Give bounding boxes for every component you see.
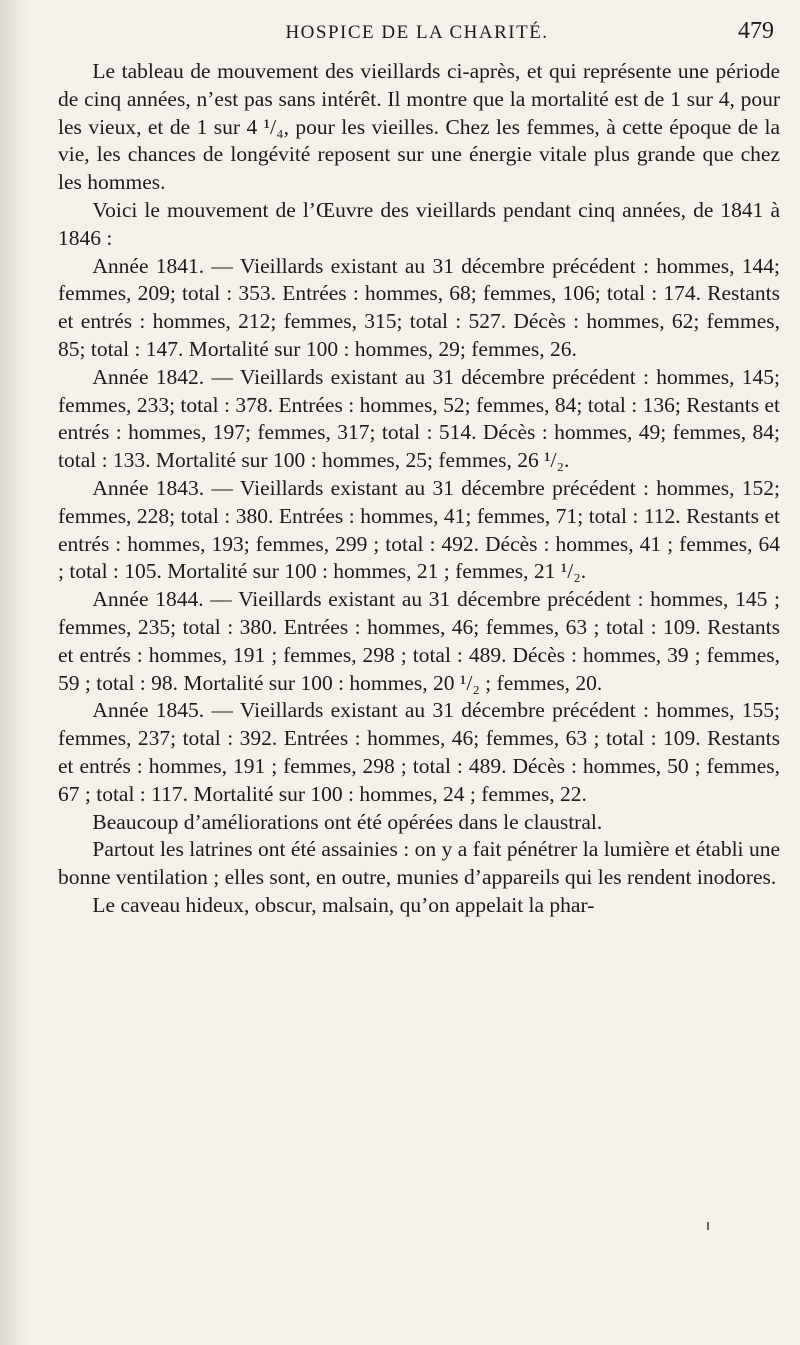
print-mark bbox=[707, 1222, 709, 1230]
paragraph-latrines: Partout les latrines ont été assainies : on y a fait pénétrer la lumière et établi une bonne ventilation ; elles sont, en outre, munies d’appareils qui les rendent inodores. bbox=[58, 837, 780, 890]
paragraph-intro: Le tableau de mouvement des vieillards ci-après, et qui représente une période de cinq années, n’est pas sans intérêt. Il montre que la mortalité est de 1 sur 4, pour les vieux, et de 1 sur 4 ¹/₄, pour les vieilles. Chez les femmes, à cette époque de la vie, les chances de longévité reposent sur une énergie vitale plus grande que chez les hommes. bbox=[58, 59, 780, 195]
paragraph-year-1841: Année 1841. — Vieillards existant au 31 décembre précédent : hommes, 144; femmes, 209; total : 353. Entrées : hommes, 68; femmes, 106; total : 174. Restants et entrés : hommes, 212; femmes, 315; total : 527. Décès : hommes, 62; femmes, 85; total : 147. Mortalité sur 100 : hommes, 29; femmes, 26. bbox=[58, 253, 780, 361]
paragraph-improvements: Beaucoup d’améliorations ont été opérées dans le claustral. bbox=[92, 809, 603, 834]
body-text bbox=[58, 58, 780, 920]
paragraph-announcement: Voici le mouvement de l’Œuvre des vieillards pendant cinq années, de 1841 à 1846 : bbox=[58, 197, 780, 250]
paragraph-year-1842: Année 1842. — Vieillards existant au 31 décembre précédent : hommes, 145; femmes, 233; total : 378. Entrées : hommes, 52; femmes, 84; total : 136; Restants et entrés : hommes, 197; femmes, 317; total : 514. Décès : hommes, 49; femmes, 84; total : 133. Mortalité sur 100 : hommes, 25; femmes, 26 ¹/₂. bbox=[58, 364, 780, 473]
page-header bbox=[54, 16, 780, 48]
page-edge-shadow bbox=[0, 0, 28, 1345]
page-number: 479 bbox=[738, 18, 774, 44]
paragraph-year-1844: Année 1844. — Vieillards existant au 31 décembre précédent : hommes, 145 ; femmes, 235; total : 380. Entrées : hommes, 46; femmes, 63 ; total : 109. Restants et entrés : hommes, 191 ; femmes, 298 ; total : 489. Décès : hommes, 39 ; femmes, 59 ; total : 98. Mortalité sur 100 : hommes, 20 ¹/₂ ; femmes, 20. bbox=[58, 587, 780, 695]
paragraph-caveau: Le caveau hideux, obscur, malsain, qu’on appelait la phar- bbox=[92, 892, 595, 917]
paragraph-year-1843: Année 1843. — Vieillards existant au 31 décembre précédent : hommes, 152; femmes, 228; total : 380. Entrées : hommes, 41; femmes, 71; total : 112. Restants et entrés : hommes, 193; femmes, 299 ; total : 492. Décès : hommes, 41 ; femmes, 64 ; total : 105. Mortalité sur 100 : hommes, 21 ; femmes, 21 ¹/₂. bbox=[58, 475, 780, 584]
paragraph-year-1845: Année 1845. — Vieillards existant au 31 décembre précédent : hommes, 155; femmes, 237; total : 392. Entrées : hommes, 46; femmes, 63 ; total : 109. Restants et entrés : hommes, 191 ; femmes, 298 ; total : 489. Décès : hommes, 50 ; femmes, 67 ; total : 117. Mortalité sur 100 : hommes, 24 ; femmes, 22. bbox=[58, 698, 780, 806]
running-title: HOSPICE DE LA CHARITÉ. bbox=[285, 22, 549, 43]
